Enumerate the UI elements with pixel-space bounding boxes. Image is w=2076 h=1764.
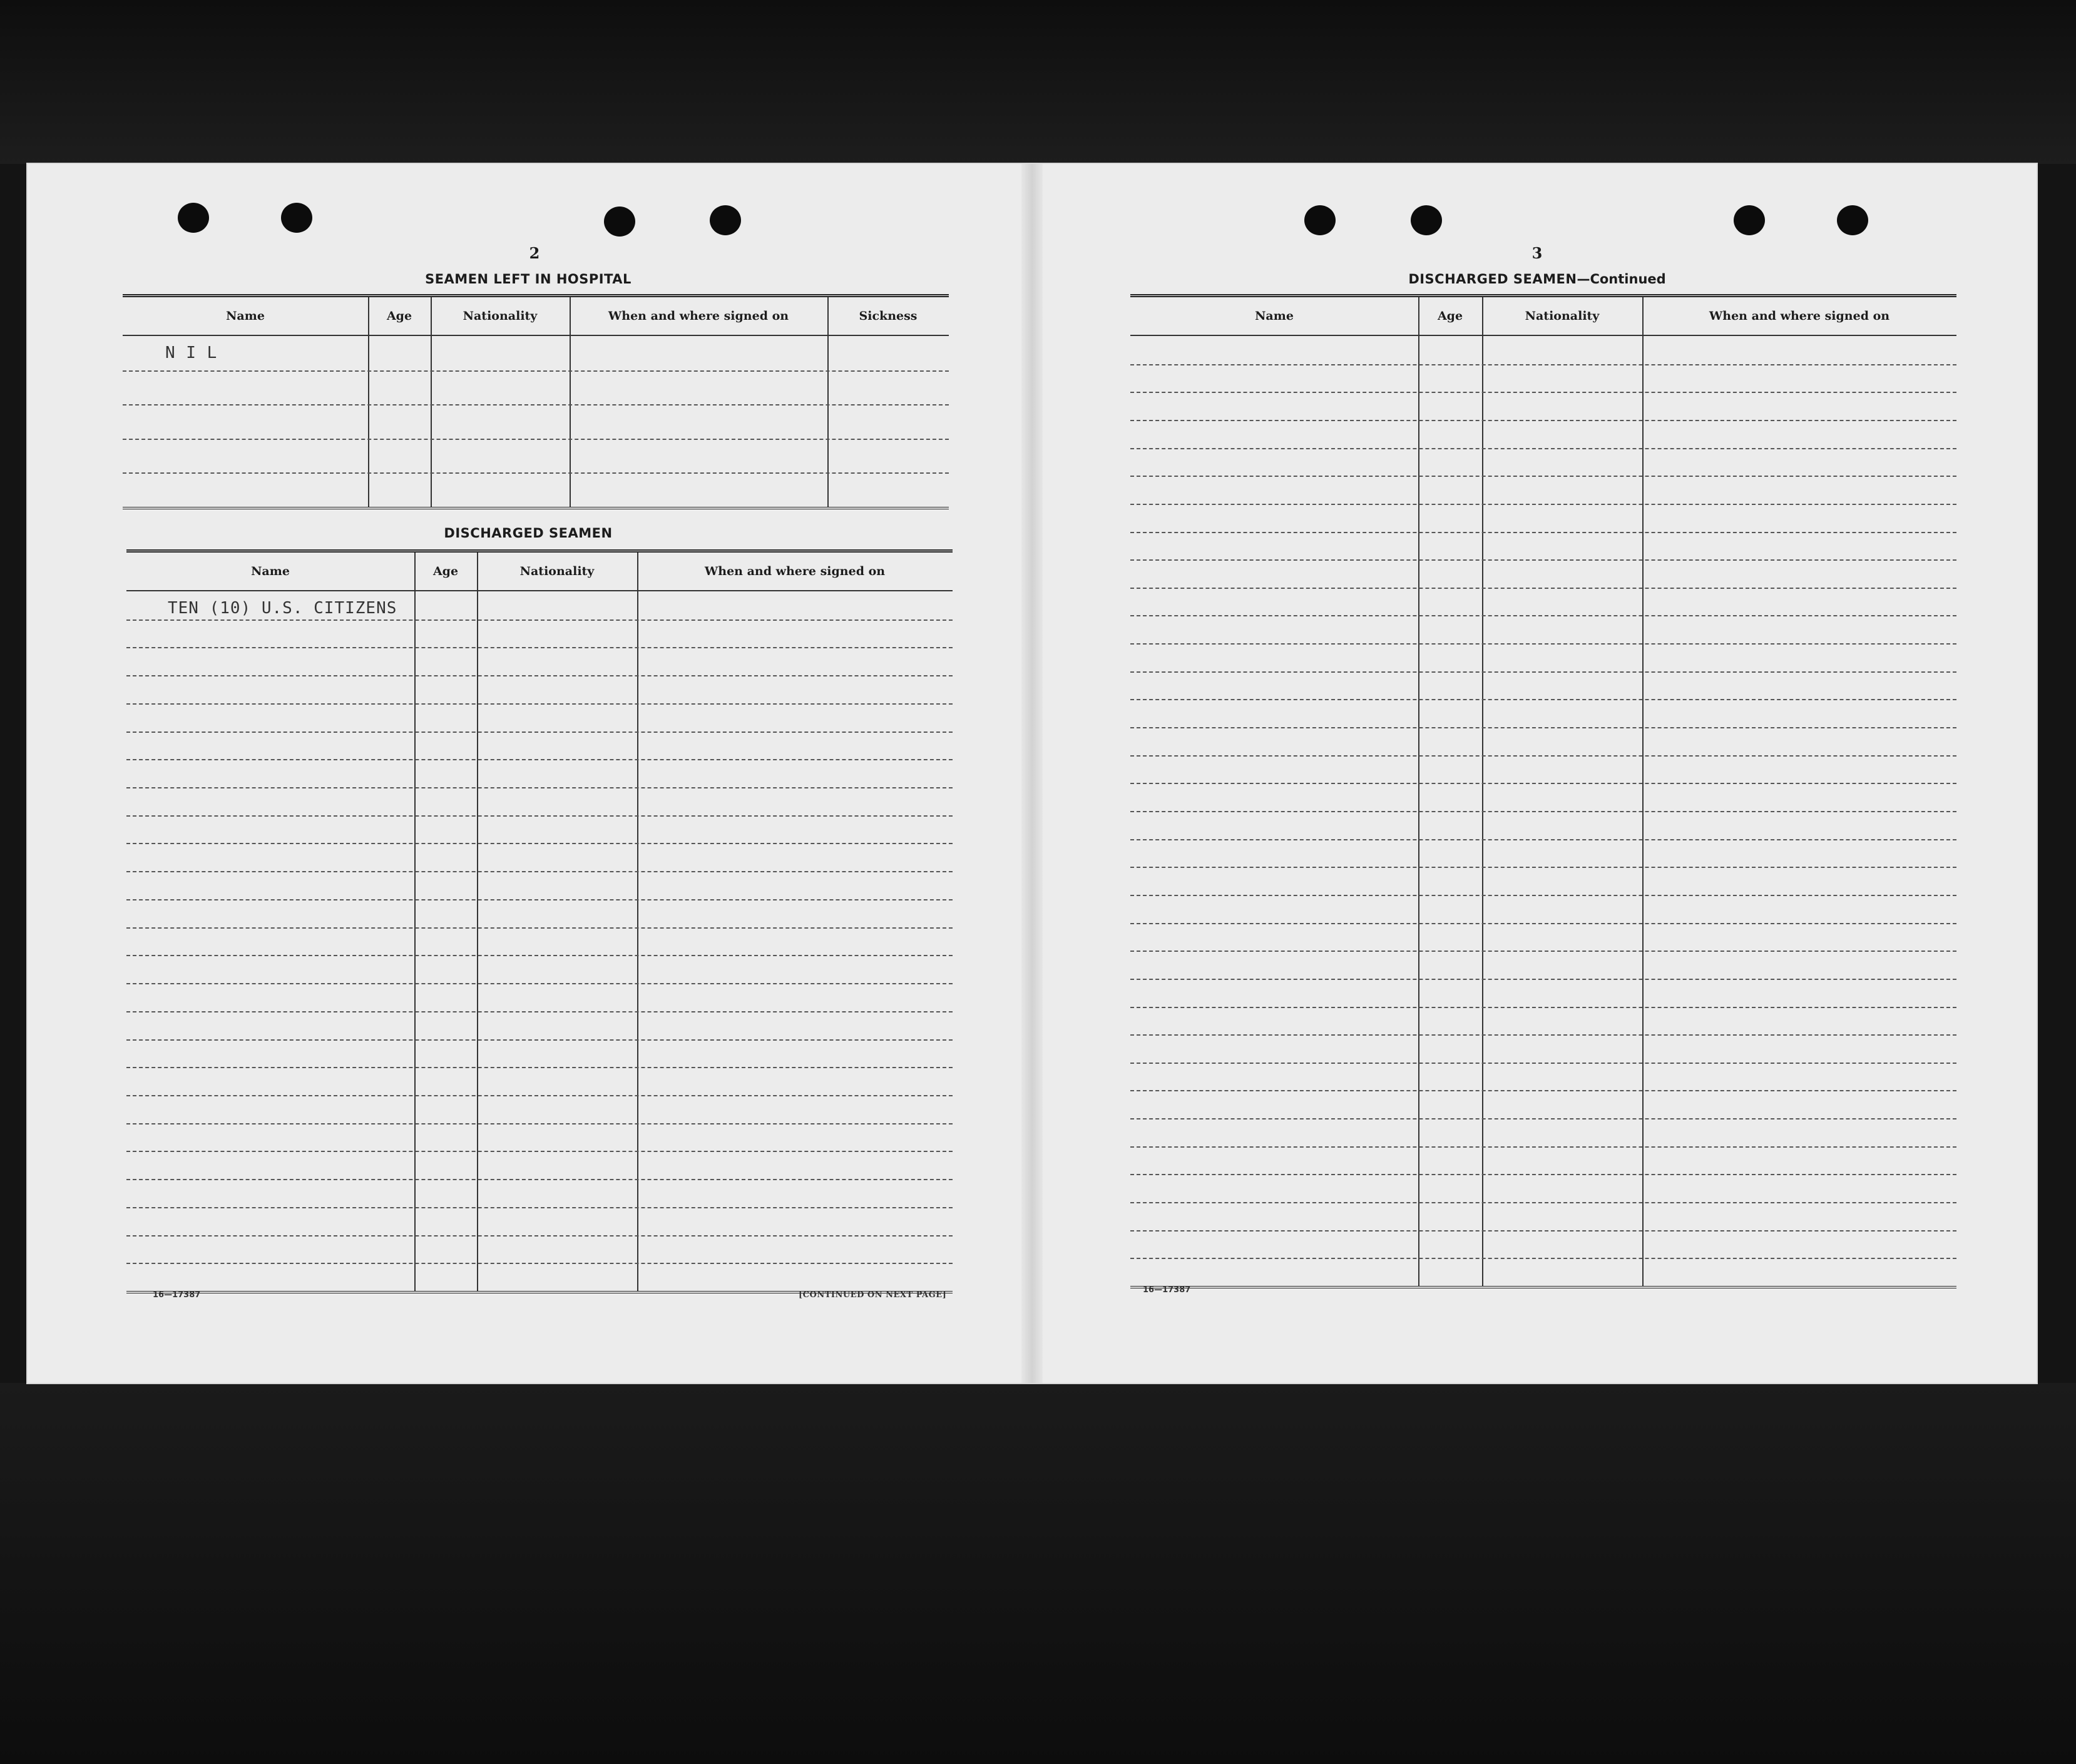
page-fold (1021, 164, 1043, 1383)
ruled-line (1130, 867, 1956, 868)
ruled-line (1130, 923, 1956, 924)
column-header-nationality: Nationality (519, 564, 595, 578)
ruled-line (1130, 895, 1956, 896)
ruled-line (1130, 588, 1956, 589)
continued-note: [CONTINUED ON NEXT PAGE] (799, 1290, 947, 1300)
scanner-backdrop-top (0, 0, 2076, 164)
column-header-nationality: Nationality (1525, 309, 1600, 323)
ruled-line (1130, 1007, 1956, 1008)
ruled-line (1130, 811, 1956, 812)
ruled-line (126, 675, 953, 676)
ruled-line (1130, 979, 1956, 980)
ruled-line (123, 404, 949, 405)
table-body (1130, 336, 1956, 1286)
scanner-backdrop-bottom (0, 1383, 2076, 1764)
ruled-line (1130, 671, 1956, 673)
form-code: 16—17387 (153, 1290, 201, 1300)
ruled-line (1130, 699, 1956, 700)
ruled-line (126, 871, 953, 872)
ruled-line (1130, 839, 1956, 840)
ruled-line (126, 843, 953, 844)
column-header-signed-on: When and where signed on (1709, 309, 1890, 323)
ruled-line (1130, 420, 1956, 421)
ruled-line (1130, 727, 1956, 728)
ruled-line (1130, 1230, 1956, 1231)
discharged-continued-table (1130, 294, 1956, 1288)
column-header-name: Name (251, 564, 290, 578)
hospital-entry-nil: N I L (165, 344, 218, 362)
ruled-line (126, 647, 953, 648)
discharged-entry: TEN (10) U.S. CITIZENS (168, 599, 397, 618)
ruled-line (1130, 364, 1956, 365)
left-page (28, 164, 1021, 1383)
ruled-line (1130, 615, 1956, 616)
form-code: 16—17387 (1143, 1285, 1191, 1295)
ruled-line (126, 1123, 953, 1124)
ruled-line (1130, 1090, 1956, 1091)
column-header-signed-on: When and where signed on (704, 564, 886, 578)
hospital-table (123, 294, 949, 509)
ruled-line (1130, 392, 1956, 393)
ruled-line (1130, 448, 1956, 449)
ruled-line (126, 1039, 953, 1041)
ruled-line (1130, 1034, 1956, 1036)
ruled-line (126, 1151, 953, 1152)
column-header-signed-on: When and where signed on (608, 309, 789, 323)
ruled-line (1130, 643, 1956, 645)
discharged-section-title: DISCHARGED SEAMEN (444, 526, 613, 541)
ruled-line (1130, 783, 1956, 784)
ruled-line (126, 703, 953, 705)
column-header-age: Age (432, 564, 459, 578)
ruled-line (123, 439, 949, 440)
table-header (1130, 297, 1956, 336)
page-number: 3 (1531, 244, 1543, 262)
ruled-line (126, 955, 953, 956)
ruled-line (126, 1011, 953, 1012)
ruled-line (123, 472, 949, 474)
ruled-line (1130, 755, 1956, 757)
ruled-line (1130, 1063, 1956, 1064)
column-header-nationality: Nationality (463, 309, 538, 323)
column-header-age: Age (1437, 309, 1463, 323)
ruled-line (123, 370, 949, 372)
ruled-line (126, 1263, 953, 1264)
ruled-line (1130, 1146, 1956, 1148)
ruled-line (1130, 951, 1956, 952)
ruled-line (1130, 476, 1956, 477)
discharged-continued-title (1318, 272, 1756, 287)
ruled-line (126, 787, 953, 788)
ruled-line (1130, 504, 1956, 505)
discharged-table (126, 549, 953, 1293)
column-header-name: Name (1255, 309, 1294, 323)
ruled-line (1130, 1202, 1956, 1203)
ruled-line (1130, 532, 1956, 533)
ruled-line (1130, 559, 1956, 561)
ruled-line (126, 619, 953, 621)
table-body (126, 591, 953, 1291)
ruled-line (126, 899, 953, 900)
ruled-line (126, 1179, 953, 1180)
ruled-line (126, 732, 953, 733)
ruled-line (126, 1095, 953, 1096)
column-header-age: Age (386, 309, 412, 323)
table-header (126, 553, 953, 591)
title-suffix: —Continued (1577, 272, 1666, 287)
column-header-sickness: Sickness (859, 309, 918, 323)
ruled-line (1130, 1174, 1956, 1175)
ruled-line (1130, 1118, 1956, 1119)
ruled-line (126, 815, 953, 817)
ruled-line (126, 1207, 953, 1208)
ruled-line (126, 759, 953, 760)
table-header (123, 297, 949, 336)
ruled-line (126, 1067, 953, 1068)
title-main: DISCHARGED SEAMEN (1408, 272, 1577, 287)
ruled-line (126, 983, 953, 984)
hospital-section-title: SEAMEN LEFT IN HOSPITAL (425, 272, 631, 287)
document-spread (28, 164, 2037, 1383)
ruled-line (126, 927, 953, 929)
page-number: 2 (529, 244, 540, 262)
table-body (123, 336, 949, 507)
ruled-line (1130, 1258, 1956, 1259)
ruled-line (126, 1235, 953, 1236)
right-page (1043, 164, 2037, 1383)
column-header-name: Name (226, 309, 265, 323)
